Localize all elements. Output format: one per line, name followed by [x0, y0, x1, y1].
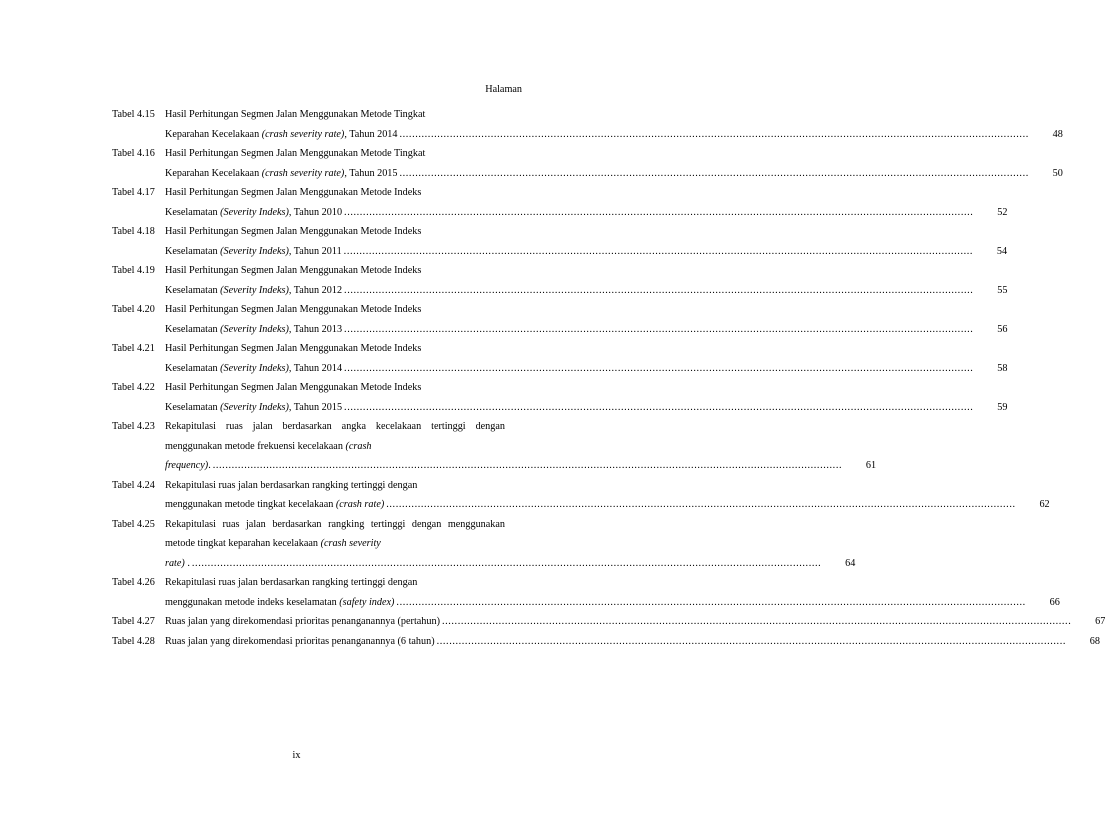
entry-text: Hasil Perhitungan Segmen Jalan Menggunakan Metode Indeks: [165, 304, 422, 315]
entry-text: Keparahan Kecelakaan: [165, 167, 262, 179]
dot-leader: ........................................................................................................................................................................................................: [386, 499, 1016, 510]
toc-entry[interactable]: [112, 417, 877, 476]
entry-italic-text: (crash severity: [320, 538, 381, 549]
toc-entry-last-line: [165, 495, 384, 515]
toc-entry-description: [165, 378, 505, 398]
entry-text: , Tahun 2015: [344, 167, 398, 179]
dot-leader: ........................................................................................................................................................................................................: [399, 128, 1029, 140]
dot-leader: ........................................................................................................................................................................................................: [436, 635, 1066, 647]
toc-entry-page-number: 58: [997, 362, 1008, 374]
toc-entry-page-number: 50: [1052, 167, 1063, 179]
entry-italic-text: (Severity Indeks): [220, 401, 289, 413]
entry-text: Hasil Perhitungan Segmen Jalan Menggunakan Metode Indeks: [165, 382, 422, 393]
toc-entry-description: [165, 105, 505, 125]
toc-entry[interactable]: [112, 476, 1050, 515]
entry-text: , Tahun 2011: [288, 245, 342, 257]
toc-entry-page-number: 61: [865, 460, 877, 471]
toc-entry-page-number: 48: [1052, 128, 1063, 140]
entry-text: , Tahun 2014: [288, 362, 343, 374]
toc-entry-page-number: 56: [997, 323, 1008, 335]
toc-entry-last-line: [165, 242, 342, 262]
entry-italic-text: (Severity Indeks): [220, 206, 289, 218]
toc-entry-description: [165, 261, 505, 281]
dot-leader: ........................................................................................................................................................................................................: [343, 245, 974, 257]
toc-entry-label: Tabel 4.27: [112, 616, 155, 627]
toc-entry-page-number: 67: [1095, 616, 1105, 627]
toc-entry-description: [165, 515, 505, 554]
toc-entry-last-line: [165, 359, 342, 379]
dot-leader: ........................................................................................................................................................................................................: [399, 167, 1029, 179]
entry-text: Ruas jalan yang direkomendasi prioritas penanganannya (6 tahun): [165, 635, 435, 647]
toc-entry-label: Tabel 4.24: [112, 479, 155, 491]
dot-leader: ........................................................................................................................................................................................................: [344, 206, 974, 218]
entry-text: .: [208, 460, 211, 471]
entry-italic-text: rate): [165, 557, 185, 569]
entry-italic-text: (crash: [345, 440, 372, 452]
entry-text: Keselamatan: [165, 284, 221, 296]
entry-text: menggunakan metode indeks keselamatan: [165, 596, 340, 608]
entry-text: Keselamatan: [165, 401, 221, 413]
entry-text: , Tahun 2015: [288, 401, 343, 413]
dot-leader: ........................................................................................................................................................................................................: [396, 596, 1026, 608]
entry-text: , Tahun 2012: [288, 284, 343, 296]
toc-entry[interactable]: [112, 222, 1008, 261]
entry-text: .: [184, 557, 190, 569]
toc-entry-label: Tabel 4.22: [112, 382, 155, 393]
entry-text: Keparahan Kecelakaan: [165, 128, 262, 140]
entry-text: Rekapitulasi ruas jalan berdasarkan rangking tertinggi dengan menggunakan metode tingkat keparahan kecelakaan: [165, 518, 505, 549]
toc-entry-page-number: 55: [997, 284, 1008, 296]
dot-leader: ........................................................................................................................................................................................................: [344, 401, 974, 413]
toc-entry[interactable]: [112, 105, 1063, 144]
entry-text: Keselamatan: [165, 362, 221, 374]
toc-entry-description: [165, 573, 505, 593]
entry-text: , Tahun 2014: [344, 128, 398, 140]
toc-entry-last-line: [165, 593, 394, 613]
page-header-halaman: Halaman: [485, 84, 522, 95]
entry-italic-text: (Severity Indeks): [220, 245, 289, 257]
toc-entry-last-line: [165, 203, 342, 223]
toc-entry-description: [165, 300, 505, 320]
toc-entry-label: Tabel 4.28: [112, 635, 155, 647]
toc-entry-last-line: [165, 398, 342, 418]
toc-entry[interactable]: [112, 378, 1008, 417]
toc-entry[interactable]: [112, 515, 856, 574]
entry-text: Rekapitulasi ruas jalan berdasarkan angka kecelakaan tertinggi dengan menggunakan metode frekuensi kecelakaan: [165, 421, 505, 452]
entry-text: Keselamatan: [165, 323, 221, 335]
entry-italic-text: (crash severity rate): [261, 128, 345, 140]
entry-text: Rekapitulasi ruas jalan berdasarkan rangking tertinggi dengan: [165, 577, 418, 588]
toc-entry[interactable]: [112, 144, 1063, 183]
toc-entry-label: Tabel 4.17: [112, 187, 155, 198]
toc-entry-page-number: 54: [996, 245, 1008, 257]
page-number: ix: [292, 750, 301, 761]
toc-entry-description: [165, 222, 505, 242]
toc-entry-label: Tabel 4.26: [112, 577, 155, 588]
toc-entry[interactable]: [112, 612, 1105, 632]
toc-entry-description: [165, 144, 505, 164]
toc-entry-description: [165, 339, 505, 359]
toc-entry-last-line: [165, 554, 190, 574]
toc-entry-last-line: [165, 164, 397, 184]
toc-entry-label: Tabel 4.15: [112, 109, 155, 120]
toc-entry-last-line: [165, 632, 435, 652]
entry-text: Keselamatan: [165, 245, 221, 257]
toc-entry-page-number: 68: [1089, 635, 1100, 647]
toc-entry[interactable]: [112, 183, 1008, 222]
entry-italic-text: (Severity Indeks): [220, 323, 289, 335]
entry-text: Ruas jalan yang direkomendasi prioritas penanganannya (pertahun): [165, 616, 440, 627]
dot-leader: ........................................................................................................................................................................................................: [344, 362, 974, 374]
entry-italic-text: (Severity Indeks): [220, 362, 289, 374]
toc-entry[interactable]: [112, 300, 1008, 339]
dot-leader: ........................................................................................................................................................................................................: [212, 460, 843, 471]
toc-entry-last-line: [165, 281, 342, 301]
toc-entry-label: Tabel 4.16: [112, 148, 155, 159]
toc-entry[interactable]: [112, 339, 1008, 378]
entry-text: Hasil Perhitungan Segmen Jalan Menggunakan Metode Indeks: [165, 265, 422, 276]
entry-italic-text: frequency): [165, 460, 209, 471]
toc-entry-last-line: [165, 320, 342, 340]
toc-entry-label: Tabel 4.25: [112, 518, 155, 530]
entry-text: Hasil Perhitungan Segmen Jalan Menggunakan Metode Indeks: [165, 187, 422, 198]
table-of-contents: [112, 105, 1105, 651]
entry-text: Keselamatan: [165, 206, 221, 218]
dot-leader: ........................................................................................................................................................................................................: [441, 616, 1072, 627]
entry-text: , Tahun 2013: [288, 323, 343, 335]
toc-entry-page-number: 62: [1039, 499, 1050, 510]
toc-entry-last-line: [165, 125, 397, 145]
toc-entry-page-number: 59: [997, 401, 1008, 413]
toc-entry-label: Tabel 4.19: [112, 265, 155, 276]
toc-entry-page-number: 52: [997, 206, 1008, 218]
entry-italic-text: (safety index): [339, 596, 395, 608]
entry-text: Hasil Perhitungan Segmen Jalan Menggunakan Metode Tingkat: [165, 148, 426, 159]
toc-entry-description: [165, 183, 505, 203]
entry-text: menggunakan metode tingkat kecelakaan: [165, 499, 336, 510]
entry-text: Hasil Perhitungan Segmen Jalan Menggunakan Metode Indeks: [165, 226, 422, 237]
entry-text: Hasil Perhitungan Segmen Jalan Menggunakan Metode Tingkat: [165, 109, 426, 120]
toc-entry-label: Tabel 4.21: [112, 343, 155, 354]
dot-leader: ........................................................................................................................................................................................................: [191, 557, 822, 569]
entry-italic-text: (crash severity rate): [261, 167, 345, 179]
dot-leader: ........................................................................................................................................................................................................: [344, 323, 974, 335]
entry-text: , Tahun 2010: [288, 206, 343, 218]
toc-entry-label: Tabel 4.23: [112, 421, 155, 432]
entry-italic-text: (crash rate): [335, 499, 385, 510]
toc-entry-page-number: 66: [1049, 596, 1060, 608]
toc-entry-description: [165, 476, 505, 496]
dot-leader: ........................................................................................................................................................................................................: [344, 284, 974, 296]
entry-text: Rekapitulasi ruas jalan berdasarkan rangking tertinggi dengan: [165, 479, 418, 491]
toc-entry-label: Tabel 4.18: [112, 226, 155, 237]
toc-entry-last-line: [165, 612, 440, 632]
toc-entry-label: Tabel 4.20: [112, 304, 155, 315]
entry-italic-text: (Severity Indeks): [220, 284, 289, 296]
toc-entry[interactable]: [112, 632, 1100, 652]
toc-entry[interactable]: [112, 261, 1008, 300]
toc-entry-page-number: 64: [845, 557, 856, 569]
toc-entry[interactable]: [112, 573, 1060, 612]
entry-text: Hasil Perhitungan Segmen Jalan Menggunakan Metode Indeks: [165, 343, 422, 354]
toc-entry-description: [165, 417, 505, 456]
toc-entry-last-line: [165, 456, 211, 476]
